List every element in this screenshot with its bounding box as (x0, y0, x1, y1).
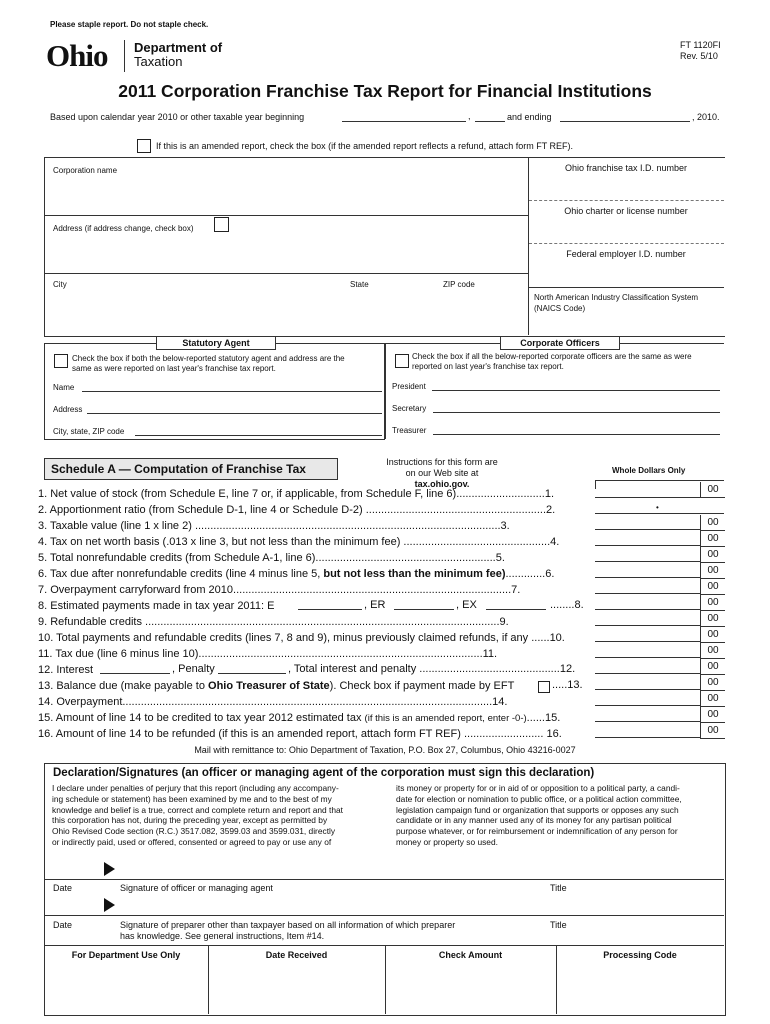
preparer-signature-line2: has knowledge. See general instructions, Item #14. (120, 931, 325, 941)
officer-signature-label: Signature of officer or managing agent (120, 883, 273, 893)
corporation-name-label: Corporation name (53, 166, 118, 175)
mail-to-note: Mail with remittance to: Ohio Department of Taxation, P.O. Box 27, Columbus, Ohio 43216-0027 (194, 745, 576, 755)
form-revision: Rev. 5/10 (680, 51, 718, 61)
schedule-line-12: 12. Interest (38, 664, 94, 676)
instructions-line2-text: on our Web site at (405, 468, 479, 478)
amount-column-tick (595, 480, 596, 489)
officers-same-checkbox[interactable] (395, 354, 409, 368)
line-7-amount-field[interactable] (595, 593, 700, 594)
schedule-line-2: 2. Apportionment ratio (from Schedule D-1, line 4 or Schedule D-2) ...........................................................2. (38, 504, 556, 516)
declaration-right-line: money or property so used. (396, 836, 498, 847)
declaration-left-line: this corporation has not, during the preceding year, except as permitted by (52, 815, 328, 826)
charter-field[interactable] (529, 243, 724, 244)
officers-check-text (412, 352, 692, 372)
schedule-line-13 (38, 679, 514, 693)
form-number: FT 1120FI (680, 40, 721, 50)
secretary-label: Secretary (392, 404, 427, 413)
treasurer-field[interactable] (433, 434, 720, 435)
line-16-cents: 00 (700, 723, 725, 739)
agent-check-line1: Check the box if both the below-reported statutory agent and address are the (72, 354, 345, 363)
agent-check-line2: same as were reported on last year's franchise tax report. (72, 364, 276, 373)
naics-label-line1: North American Industry Classification System (534, 293, 699, 302)
ohio-id-field[interactable] (529, 200, 724, 201)
zip-label: ZIP code (443, 280, 475, 289)
fein-field[interactable] (528, 287, 724, 288)
schedule-line-6 (38, 567, 554, 581)
address-change-checkbox[interactable] (214, 217, 229, 232)
preparer-signature-label (120, 920, 455, 942)
corp-info-divider (528, 157, 529, 335)
line-13-cents: 00 (700, 675, 725, 691)
line-13-amount-field[interactable] (595, 689, 700, 690)
charter-label: Ohio charter or license number (564, 206, 688, 216)
tax-year-comma: , (468, 111, 471, 121)
beginning-year-field[interactable] (475, 121, 505, 122)
corporate-officers-title: Corporate Officers (500, 336, 620, 350)
line-8-e-field[interactable] (298, 609, 362, 610)
line-12-amount-field[interactable] (595, 673, 700, 674)
department-line2: Taxation (134, 54, 183, 69)
agent-same-checkbox[interactable] (54, 354, 68, 368)
agent-check-text (72, 354, 345, 374)
beginning-date-field[interactable] (342, 121, 466, 122)
line-6-cents: 00 (700, 563, 725, 579)
line-6-bold-text: but not less than the minimum fee) (323, 568, 506, 580)
department-use-label: For Department Use Only (71, 950, 181, 960)
line-1-amount-field[interactable] (595, 497, 700, 498)
treasurer-label: Treasurer (392, 426, 427, 435)
line-4-amount-field[interactable] (595, 545, 700, 546)
preparer-title-label: Title (550, 920, 567, 930)
corporation-name-field[interactable] (44, 215, 528, 216)
staple-note: Please staple report. Do not staple check. (50, 20, 209, 29)
and-ending-label: and ending (507, 112, 552, 122)
schedule-line-9: 9. Refundable credits ....................................................................................................................9. (38, 616, 509, 628)
ending-date-field[interactable] (560, 121, 690, 122)
agent-address-label: Address (53, 405, 83, 414)
line-11-cents: 00 (700, 643, 725, 659)
line-3-cents: 00 (700, 515, 725, 531)
declaration-right-line: purpose whatever, or for reimbursement or indemnification of any person for (396, 826, 678, 837)
department-line1: Department of (134, 40, 223, 55)
preparer-date-label: Date (53, 920, 73, 930)
logo-divider (124, 40, 125, 72)
schedule-line-1: 1. Net value of stock (from Schedule E, line 7 or, if applicable, from Schedule F, line 6).............................1. (38, 488, 555, 500)
agent-name-label: Name (53, 383, 75, 392)
line-5-amount-field[interactable] (595, 561, 700, 562)
tax-year-suffix: , 2010. (692, 112, 720, 122)
line-9-cents: 00 (700, 611, 725, 627)
officer-signature-line[interactable] (44, 879, 724, 880)
state-label: State (350, 280, 369, 289)
sign-here-arrow-icon (104, 898, 115, 912)
instructions-note (380, 457, 504, 490)
instructions-line1: Instructions for this form are (386, 457, 498, 467)
check-amount-label: Check Amount (438, 950, 503, 960)
line-6-text: 6. Tax due after nonrefundable credits (line 4 minus line 5, (38, 568, 324, 580)
line-8-cents: 00 (700, 595, 725, 611)
line-15-amount-field[interactable] (595, 721, 700, 722)
processing-code-label: Processing Code (603, 950, 677, 960)
naics-label (534, 292, 698, 314)
department-name (134, 41, 222, 69)
preparer-signature-line[interactable] (44, 915, 724, 916)
declaration-right-line: its money or property for or in aid of or opposition to a political party, a candi- (396, 783, 680, 793)
preparer-signature-line1: Signature of preparer other than taxpayer based on all information of which preparer (120, 920, 456, 930)
line-15-text: 15. Amount of line 14 to be credited to tax year 2012 estimated tax (38, 712, 365, 724)
instructions-site-link[interactable]: tax.ohio.gov. (414, 479, 470, 489)
line-8-er-label: , ER (364, 599, 386, 611)
schedule-line-16: 16. Amount of line 14 to be refunded (if this is an amended report, attach form FT REF) .......................... 16. (38, 728, 562, 740)
line-10-amount-field[interactable] (595, 641, 700, 642)
amended-checkbox[interactable] (137, 139, 151, 153)
line-15-small-text: (if this is an amended report, enter -0-) (364, 713, 527, 724)
schedule-line-11: 11. Tax due (line 6 minus line 10).............................................................................................11. (38, 648, 498, 660)
declaration-left-line: knowledge and belief is a true, correct and complete return and report and that (52, 804, 343, 815)
schedule-line-3: 3. Taxable value (line 1 x line 2) ....................................................................................................3. (38, 520, 510, 532)
declaration-left-line: Ohio Revised Code section (R.C.) 3517.082, 3599.03 and 3599.031, directly (52, 826, 336, 837)
ohio-id-label: Ohio franchise tax I.D. number (564, 163, 688, 173)
line-6-end: .............6. (505, 568, 555, 580)
line-4-cents: 00 (700, 531, 725, 547)
schedule-line-8: 8. Estimated payments made in tax year 2011: E (38, 600, 275, 612)
office-use-top-line (44, 945, 724, 946)
line-12-total: , Total interest and penalty ..............................................12. (288, 663, 576, 675)
declaration-title: Declaration/Signatures (an officer or managing agent of the corporation must sign this declaration) (53, 767, 595, 779)
amount-column-top (595, 480, 724, 481)
agent-name-field[interactable] (82, 391, 382, 392)
president-label: President (392, 382, 426, 391)
agent-city-field[interactable] (135, 435, 382, 436)
line-8-amount-field[interactable] (595, 609, 700, 610)
line-10-cents: 00 (700, 627, 725, 643)
secretary-field[interactable] (433, 412, 720, 413)
line-16-amount-field[interactable] (595, 737, 700, 738)
president-field[interactable] (432, 390, 720, 391)
officers-check-line2: reported on last year's franchise tax report. (412, 362, 564, 371)
page-title: 2011 Corporation Franchise Tax Report for Financial Institutions (118, 81, 652, 101)
line-12-cents: 00 (700, 659, 725, 675)
officer-date-label: Date (53, 883, 73, 893)
line-8-er-field[interactable] (394, 609, 454, 610)
address-label: Address (if address change, check box) (53, 224, 194, 233)
line-8-ex-field[interactable] (486, 609, 546, 610)
line-11-amount-field[interactable] (595, 657, 700, 658)
line-15-cents: 00 (700, 707, 725, 723)
declaration-left-text (52, 783, 382, 848)
line-8-end: ........8. (550, 599, 584, 611)
city-label: City (53, 280, 67, 289)
line-13-mid: ). Check box if payment made by EFT (329, 680, 515, 692)
line-8-ex-label: , EX (456, 599, 477, 611)
line-12-penalty-label: , Penalty (172, 663, 215, 675)
declaration-right-line: legislation campaign fund or organization that supports or opposes any such (396, 804, 679, 815)
agent-address-field[interactable] (87, 413, 382, 414)
naics-label-line2: (NAICS Code) (534, 304, 586, 313)
line-13-text: 13. Balance due (make payable to (38, 680, 209, 692)
sign-here-arrow-icon (104, 862, 115, 876)
tax-year-prefix: Based upon calendar year 2010 or other taxable year beginning (50, 112, 305, 122)
date-received-label: Date Received (265, 950, 328, 960)
line-15-end: ......15. (526, 712, 561, 724)
officer-title-label: Title (550, 883, 567, 893)
agent-city-label: City, state, ZIP code (53, 427, 125, 436)
declaration-right-line: candidate or in any manner used any of its money for any partisan political (396, 815, 672, 826)
address-field[interactable] (44, 273, 528, 274)
declaration-right-line: date for election or nomination to public office, or a political action committee, (396, 793, 682, 804)
line-1-cents: 00 (700, 482, 725, 498)
officers-check-line1: Check the box if all the below-reported corporate officers are the same as were (412, 352, 692, 361)
line-2-ratio-field[interactable] (595, 513, 724, 514)
line-14-amount-field[interactable] (595, 705, 700, 706)
declaration-left-line: ing schedule or statement) has been examined by me and to the best of my (52, 793, 332, 804)
line-6-amount-field[interactable] (595, 577, 700, 578)
declaration-left-line: I declare under penalties of perjury that this report (including any accompany- (52, 783, 339, 793)
whole-dollars-label: Whole Dollars Only (612, 466, 686, 475)
line-7-cents: 00 (700, 579, 725, 595)
schedule-line-4: 4. Tax on net worth basis (.013 x line 3, but not less than the minimum fee) ................................................4. (38, 536, 560, 548)
ohio-logo: Ohio (46, 38, 108, 73)
line-9-amount-field[interactable] (595, 625, 700, 626)
schedule-line-10: 10. Total payments and refundable credits (lines 7, 8 and 9), minus previously claimed refunds, if any ......10. (38, 632, 565, 644)
line-2-decimal-dot: • (656, 503, 659, 512)
line-3-amount-field[interactable] (595, 529, 700, 530)
schedule-line-7: 7. Overpayment carryforward from 2010...........................................................................................7. (38, 584, 521, 596)
schedule-line-15 (38, 711, 560, 726)
fein-label: Federal employer I.D. number (566, 249, 686, 259)
amended-note: If this is an amended report, check the box (if the amended report reflects a refund, attach form FT REF). (156, 141, 574, 151)
form-id (680, 40, 721, 62)
line-13-end: .....13. (552, 679, 583, 691)
schedule-line-14: 14. Overpayment.........................................................................................................................14. (38, 696, 508, 708)
schedule-a-title: Schedule A — Computation of Franchise Tax (44, 458, 338, 480)
declaration-left-line: or indirectly paid, used or offered, consented or agreed to pay or use any of (52, 836, 332, 847)
line-14-cents: 00 (700, 691, 725, 707)
line-13-bold-text: Ohio Treasurer of State (208, 680, 330, 692)
declaration-right-text (396, 783, 722, 848)
line-12-interest-field[interactable] (100, 673, 170, 674)
statutory-agent-title: Statutory Agent (156, 336, 276, 350)
schedule-line-5: 5. Total nonrefundable credits (from Schedule A-1, line 6)...........................................................5. (38, 552, 505, 564)
line-5-cents: 00 (700, 547, 725, 563)
eft-checkbox[interactable] (538, 681, 550, 693)
line-12-penalty-field[interactable] (218, 673, 286, 674)
